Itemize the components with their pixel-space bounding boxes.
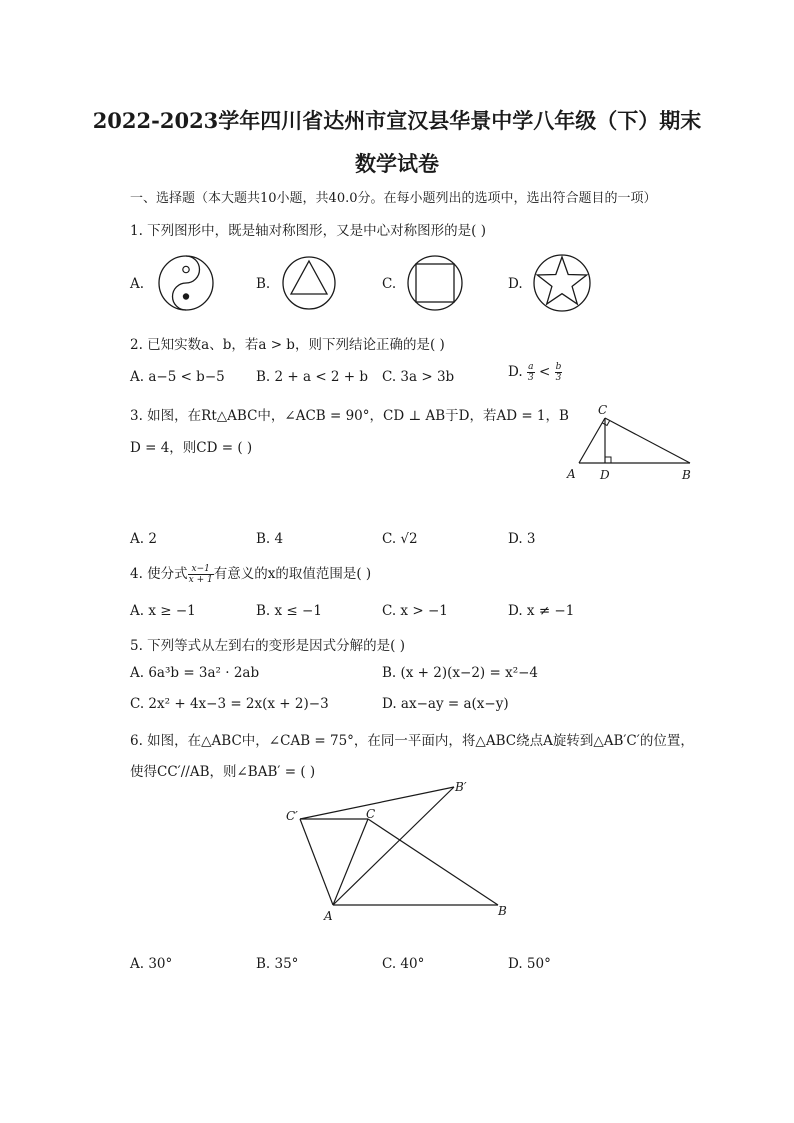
q3-option-b: B. 4 bbox=[256, 531, 284, 547]
frac-denominator: x + 1 bbox=[188, 575, 213, 585]
point-label-c-prime: C′ bbox=[286, 809, 298, 823]
q2-option-c: C. 3a > 3b bbox=[382, 369, 455, 385]
q5-option-b: B. (x + 2)(x−2) = x²−4 bbox=[382, 665, 539, 681]
q6-option-d: D. 50° bbox=[508, 956, 551, 972]
question-4-stem bbox=[130, 562, 371, 585]
yin-yang-figure bbox=[157, 254, 215, 312]
fraction-x-minus-1-over-x-plus-1 bbox=[188, 564, 214, 585]
fraction-a-over-3 bbox=[527, 362, 535, 383]
circle-star-figure bbox=[532, 253, 592, 313]
q1-option-c-label: C. bbox=[382, 276, 397, 292]
q4-option-b: B. x ≤ −1 bbox=[256, 603, 322, 619]
q3-option-a: A. 2 bbox=[130, 531, 157, 547]
point-label-a: A bbox=[324, 909, 333, 923]
q6-option-b: B. 35° bbox=[256, 956, 299, 972]
q2-option-a: A. a−5 < b−5 bbox=[130, 369, 225, 385]
q4-option-c: C. x > −1 bbox=[382, 603, 448, 619]
q1-option-a-label: A. bbox=[130, 276, 145, 292]
question-3-stem-line-2: D = 4，则CD = ( ) bbox=[130, 440, 253, 456]
q2-option-d bbox=[508, 362, 562, 383]
q6-option-a: A. 30° bbox=[130, 956, 173, 972]
point-label-c: C bbox=[598, 403, 608, 417]
point-label-b: B bbox=[682, 468, 691, 482]
q6-option-c: C. 40° bbox=[382, 956, 425, 972]
frac-numerator: b bbox=[555, 362, 562, 372]
question-6-stem-line-1: 6. 如图，在△ABC中，∠CAB = 75°，在同一平面内，将△ABC绕点A旋转到△AB′C′的位置， bbox=[130, 733, 694, 749]
q4-option-d: D. x ≠ −1 bbox=[508, 603, 575, 619]
q2-option-b: B. 2 + a < 2 + b bbox=[256, 369, 369, 385]
question-6-stem-line-2: 使得CC′//AB，则∠BAB′ = ( ) bbox=[130, 764, 316, 780]
q1-option-d-label: D. bbox=[508, 276, 523, 292]
less-than-sign: < bbox=[538, 364, 551, 380]
q4-option-a: A. x ≥ −1 bbox=[130, 603, 196, 619]
right-triangle-figure bbox=[562, 400, 702, 484]
q5-option-a: A. 6a³b = 3a² · 2ab bbox=[130, 665, 260, 681]
circle-square-figure bbox=[406, 254, 464, 312]
question-5-stem: 5. 下列等式从左到右的变形是因式分解的是( ) bbox=[130, 638, 405, 654]
page-title-line-2: 数学试卷 bbox=[355, 151, 439, 176]
circle-triangle-figure bbox=[281, 255, 337, 311]
point-label-c: C bbox=[366, 807, 376, 821]
point-label-a: A bbox=[567, 467, 576, 481]
frac-numerator: x−1 bbox=[188, 564, 214, 575]
q3-option-c: C. √2 bbox=[382, 531, 418, 547]
frac-denominator: 3 bbox=[555, 373, 562, 383]
q3-option-d: D. 3 bbox=[508, 531, 536, 547]
section-heading: 一、选择题（本大题共10小题，共40.0分。在每小题列出的选项中，选出符合题目的一项） bbox=[130, 191, 657, 206]
q5-option-c: C. 2x² + 4x−3 = 2x(x + 2)−3 bbox=[130, 696, 329, 712]
point-label-b-prime: B′ bbox=[455, 780, 467, 794]
frac-numerator: a bbox=[528, 362, 534, 372]
q2-option-d-label: D. bbox=[508, 364, 523, 380]
question-2-stem: 2. 已知实数a、b，若a > b，则下列结论正确的是( ) bbox=[130, 337, 445, 353]
q1-option-b-label: B. bbox=[256, 276, 271, 292]
page-title-line-1: 2022-2023学年四川省达州市宣汉县华景中学八年级（下）期末 bbox=[92, 108, 702, 133]
question-1-stem: 1. 下列图形中，既是轴对称图形，又是中心对称图形的是( ) bbox=[130, 223, 486, 239]
q5-option-d: D. ax−ay = a(x−y) bbox=[382, 696, 509, 712]
question-3-stem-line-1: 3. 如图，在Rt△ABC中，∠ACB = 90°，CD ⊥ AB于D，若AD = 1，B bbox=[130, 408, 569, 424]
q4-stem-prefix: 4. 使分式 bbox=[130, 566, 188, 582]
frac-denominator: 3 bbox=[527, 373, 534, 383]
point-label-d: D bbox=[600, 468, 610, 482]
fraction-b-over-3 bbox=[555, 362, 563, 383]
rotation-figure bbox=[280, 775, 510, 925]
point-label-b: B bbox=[498, 904, 507, 918]
q4-stem-suffix: 有意义的x的取值范围是( ) bbox=[213, 566, 372, 582]
